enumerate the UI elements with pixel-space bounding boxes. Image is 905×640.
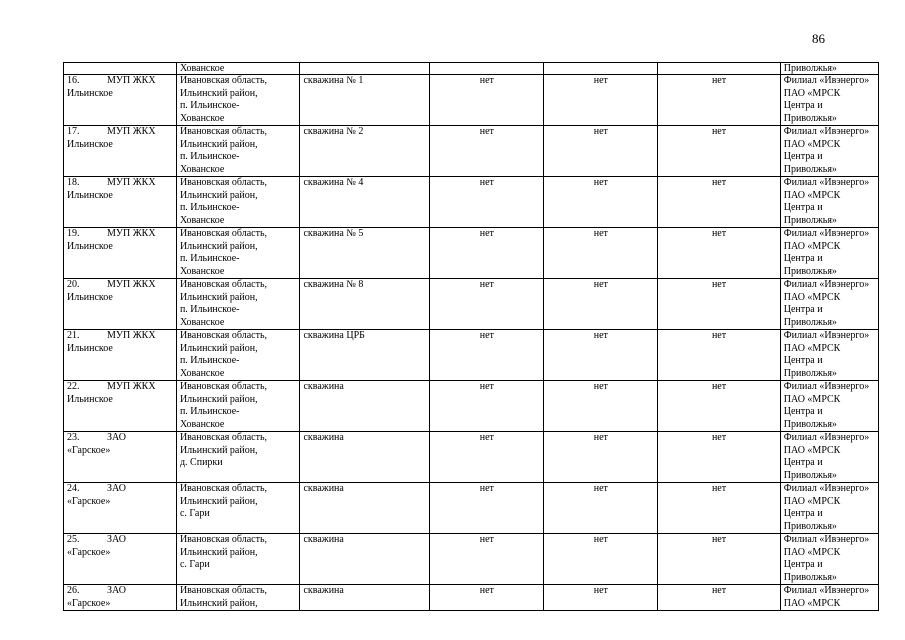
org-cell bbox=[64, 381, 177, 432]
org-name: ЗАО bbox=[107, 432, 126, 443]
row-number: 22. bbox=[67, 381, 80, 392]
grid-cell: Приволжья» bbox=[780, 63, 878, 75]
object-cell: скважина № 4 bbox=[300, 177, 430, 228]
address-cell: Ивановская область, Ильинский район, п. Ильинское- Хованское bbox=[176, 330, 300, 381]
org-location: Ильинское bbox=[67, 138, 113, 150]
value-cell: нет bbox=[658, 75, 780, 126]
grid-cell: Филиал «Ивэнерго» ПАО «МРСК Центра и Приволжья» bbox=[780, 432, 878, 483]
org-cell bbox=[64, 534, 177, 585]
row-number: 21. bbox=[67, 330, 80, 341]
org-cell bbox=[64, 228, 177, 279]
row-number: 19. bbox=[67, 228, 80, 239]
objects-table bbox=[63, 62, 879, 611]
org-location: «Гарское» bbox=[67, 597, 111, 609]
value-cell: нет bbox=[658, 483, 780, 534]
value-cell: нет bbox=[658, 585, 780, 611]
grid-cell: Филиал «Ивэнерго» ПАО «МРСК Центра и Приволжья» bbox=[780, 534, 878, 585]
row-number: 24. bbox=[67, 483, 80, 494]
row-number: 23. bbox=[67, 432, 80, 443]
org-name: МУП ЖКХ bbox=[107, 228, 156, 239]
grid-cell: Филиал «Ивэнерго» ПАО «МРСК Центра и Приволжья» bbox=[780, 75, 878, 126]
org-name: ЗАО bbox=[107, 534, 126, 545]
org-name: ЗАО bbox=[107, 585, 126, 596]
org-name: МУП ЖКХ bbox=[107, 126, 156, 137]
table-row bbox=[64, 534, 879, 585]
value-cell: нет bbox=[544, 126, 658, 177]
object-cell: скважина bbox=[300, 432, 430, 483]
address-cell: Ивановская область, Ильинский район, д. Спирки bbox=[176, 432, 300, 483]
table-row bbox=[64, 279, 879, 330]
value-cell: нет bbox=[430, 279, 544, 330]
org-location: Ильинское bbox=[67, 291, 113, 303]
table-row bbox=[64, 330, 879, 381]
value-cell: нет bbox=[544, 534, 658, 585]
value-cell: нет bbox=[544, 585, 658, 611]
org-location: «Гарское» bbox=[67, 546, 111, 558]
table-row bbox=[64, 228, 879, 279]
address-cell: Ивановская область, Ильинский район, п. Ильинское- Хованское bbox=[176, 126, 300, 177]
value-cell: нет bbox=[544, 330, 658, 381]
value-cell: нет bbox=[544, 177, 658, 228]
address-cell: Ивановская область, Ильинский район, п. Ильинское- Хованское bbox=[176, 177, 300, 228]
address-cell: Ивановская область, Ильинский район, п. Ильинское- Хованское bbox=[176, 381, 300, 432]
value-cell: нет bbox=[430, 381, 544, 432]
org-cell bbox=[64, 330, 177, 381]
object-cell: скважина bbox=[300, 534, 430, 585]
object-cell: скважина № 5 bbox=[300, 228, 430, 279]
table-cell bbox=[64, 63, 177, 75]
address-cell: Ивановская область, Ильинский район, п. Ильинское- Хованское bbox=[176, 228, 300, 279]
value-cell: нет bbox=[544, 279, 658, 330]
org-cell bbox=[64, 279, 177, 330]
value-cell: нет bbox=[658, 330, 780, 381]
object-cell: скважина bbox=[300, 483, 430, 534]
grid-cell: Филиал «Ивэнерго» ПАО «МРСК Центра и Приволжья» bbox=[780, 228, 878, 279]
table-row bbox=[64, 75, 879, 126]
org-name: МУП ЖКХ bbox=[107, 381, 156, 392]
table-row bbox=[64, 483, 879, 534]
org-cell bbox=[64, 75, 177, 126]
table-cell bbox=[544, 63, 658, 75]
value-cell: нет bbox=[658, 534, 780, 585]
value-cell: нет bbox=[658, 279, 780, 330]
address-cell: Ивановская область, Ильинский район, п. Ильинское- Хованское bbox=[176, 279, 300, 330]
org-location: «Гарское» bbox=[67, 444, 111, 456]
org-location: «Гарское» bbox=[67, 495, 111, 507]
grid-cell: Филиал «Ивэнерго» ПАО «МРСК Центра и Приволжья» bbox=[780, 126, 878, 177]
value-cell: нет bbox=[544, 228, 658, 279]
table-cell bbox=[430, 63, 544, 75]
value-cell: нет bbox=[544, 432, 658, 483]
page-number: 86 bbox=[812, 31, 825, 46]
table-row bbox=[64, 177, 879, 228]
address-cell: Ивановская область, Ильинский район, bbox=[176, 585, 300, 611]
value-cell: нет bbox=[430, 228, 544, 279]
org-location: Ильинское bbox=[67, 189, 113, 201]
org-name: МУП ЖКХ bbox=[107, 279, 156, 290]
org-name: МУП ЖКХ bbox=[107, 75, 156, 86]
value-cell: нет bbox=[544, 381, 658, 432]
value-cell: нет bbox=[430, 483, 544, 534]
value-cell: нет bbox=[430, 126, 544, 177]
row-number: 16. bbox=[67, 75, 80, 86]
org-name: МУП ЖКХ bbox=[107, 177, 156, 188]
org-cell bbox=[64, 432, 177, 483]
row-number: 26. bbox=[67, 585, 80, 596]
row-number: 25. bbox=[67, 534, 80, 545]
org-location: Ильинское bbox=[67, 393, 113, 405]
grid-cell: Филиал «Ивэнерго» ПАО «МРСК bbox=[780, 585, 878, 611]
table-row bbox=[64, 63, 879, 75]
value-cell: нет bbox=[430, 585, 544, 611]
object-cell: скважина № 2 bbox=[300, 126, 430, 177]
object-cell: скважина № 8 bbox=[300, 279, 430, 330]
address-cell: Хованское bbox=[176, 63, 300, 75]
grid-cell: Филиал «Ивэнерго» ПАО «МРСК Центра и Приволжья» bbox=[780, 177, 878, 228]
value-cell: нет bbox=[658, 228, 780, 279]
value-cell: нет bbox=[658, 432, 780, 483]
object-cell: скважина bbox=[300, 381, 430, 432]
table-row bbox=[64, 432, 879, 483]
value-cell: нет bbox=[430, 432, 544, 483]
org-cell bbox=[64, 126, 177, 177]
row-number: 20. bbox=[67, 279, 80, 290]
org-location: Ильинское bbox=[67, 87, 113, 99]
value-cell: нет bbox=[544, 75, 658, 126]
value-cell: нет bbox=[430, 330, 544, 381]
org-location: Ильинское bbox=[67, 240, 113, 252]
value-cell: нет bbox=[658, 177, 780, 228]
object-cell: скважина № 1 bbox=[300, 75, 430, 126]
grid-cell: Филиал «Ивэнерго» ПАО «МРСК Центра и Приволжья» bbox=[780, 279, 878, 330]
grid-cell: Филиал «Ивэнерго» ПАО «МРСК Центра и Приволжья» bbox=[780, 381, 878, 432]
row-number: 17. bbox=[67, 126, 80, 137]
grid-cell: Филиал «Ивэнерго» ПАО «МРСК Центра и Приволжья» bbox=[780, 330, 878, 381]
value-cell: нет bbox=[658, 381, 780, 432]
org-cell bbox=[64, 177, 177, 228]
table-row bbox=[64, 585, 879, 611]
address-cell: Ивановская область, Ильинский район, с. Гари bbox=[176, 534, 300, 585]
address-cell: Ивановская область, Ильинский район, п. Ильинское- Хованское bbox=[176, 75, 300, 126]
value-cell: нет bbox=[658, 126, 780, 177]
object-cell: скважина ЦРБ bbox=[300, 330, 430, 381]
value-cell: нет bbox=[430, 75, 544, 126]
value-cell: нет bbox=[544, 483, 658, 534]
org-name: МУП ЖКХ bbox=[107, 330, 156, 341]
table-row bbox=[64, 381, 879, 432]
org-name: ЗАО bbox=[107, 483, 126, 494]
table-row bbox=[64, 126, 879, 177]
row-number: 18. bbox=[67, 177, 80, 188]
org-cell bbox=[64, 483, 177, 534]
org-location: Ильинское bbox=[67, 342, 113, 354]
grid-cell: Филиал «Ивэнерго» ПАО «МРСК Центра и Приволжья» bbox=[780, 483, 878, 534]
table-cell bbox=[658, 63, 780, 75]
value-cell: нет bbox=[430, 534, 544, 585]
org-cell bbox=[64, 585, 177, 611]
table-cell bbox=[300, 63, 430, 75]
value-cell: нет bbox=[430, 177, 544, 228]
object-cell: скважина bbox=[300, 585, 430, 611]
address-cell: Ивановская область, Ильинский район, с. Гари bbox=[176, 483, 300, 534]
